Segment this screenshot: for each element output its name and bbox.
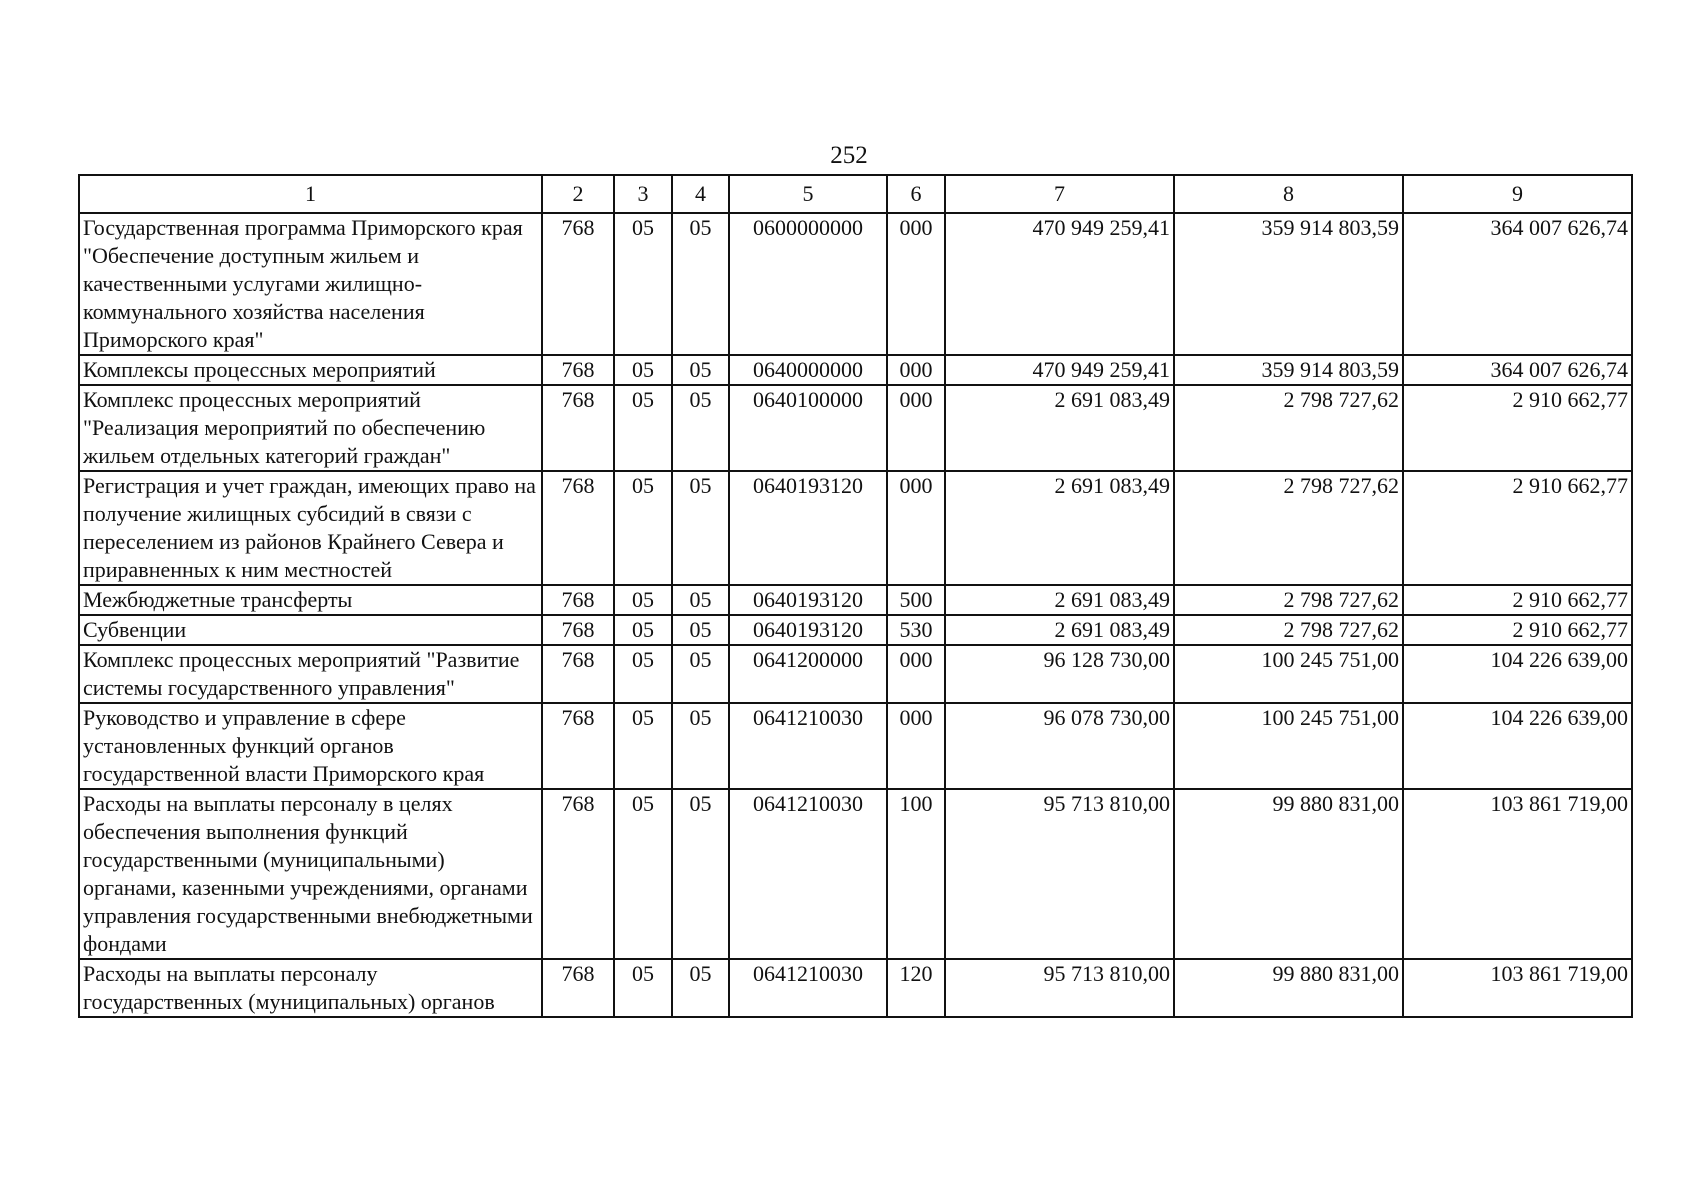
amount-col7-cell: 2 691 083,49 [945,471,1174,585]
amount-col8-cell: 2 798 727,62 [1174,585,1403,615]
item-name-cell: Государственная программа Приморского края "Обеспечение доступным жильем и качественными услугами жилищно-коммунального хозяйства населения Приморского края" [79,213,542,355]
ministry-code-cell: 768 [542,355,614,385]
expense-type-cell: 500 [887,585,945,615]
subsection-code-cell: 05 [672,789,729,959]
expense-type-cell: 000 [887,385,945,471]
subsection-code-cell: 05 [672,385,729,471]
amount-col8-cell: 99 880 831,00 [1174,959,1403,1017]
table-row [79,355,1632,385]
target-article-cell: 0640100000 [729,385,887,471]
item-name-cell: Комплексы процессных мероприятий [79,355,542,385]
amount-col7-cell: 470 949 259,41 [945,213,1174,355]
ministry-code-cell: 768 [542,585,614,615]
amount-col9-cell: 103 861 719,00 [1403,789,1632,959]
header-row [79,175,1632,213]
amount-col9-cell: 103 861 719,00 [1403,959,1632,1017]
column-header: 4 [672,175,729,213]
amount-col7-cell: 470 949 259,41 [945,355,1174,385]
target-article-cell: 0641210030 [729,959,887,1017]
subsection-code-cell: 05 [672,213,729,355]
amount-col9-cell: 2 910 662,77 [1403,585,1632,615]
subsection-code-cell: 05 [672,959,729,1017]
amount-col9-cell: 2 910 662,77 [1403,471,1632,585]
item-name-cell: Межбюджетные трансферты [79,585,542,615]
expense-type-cell: 100 [887,789,945,959]
amount-col7-cell: 2 691 083,49 [945,615,1174,645]
table-row [79,585,1632,615]
expense-type-cell: 530 [887,615,945,645]
column-header: 6 [887,175,945,213]
target-article-cell: 0641210030 [729,703,887,789]
ministry-code-cell: 768 [542,471,614,585]
ministry-code-cell: 768 [542,213,614,355]
amount-col8-cell: 100 245 751,00 [1174,645,1403,703]
section-code-cell: 05 [614,645,672,703]
subsection-code-cell: 05 [672,471,729,585]
subsection-code-cell: 05 [672,615,729,645]
ministry-code-cell: 768 [542,385,614,471]
table-row [79,789,1632,959]
amount-col8-cell: 2 798 727,62 [1174,615,1403,645]
item-name-cell: Расходы на выплаты персоналу в целях обеспечения выполнения функций государственными (муниципальными) органами, казенными учреждениями, органами управления государственными внебюджетными фондами [79,789,542,959]
ministry-code-cell: 768 [542,959,614,1017]
amount-col7-cell: 96 078 730,00 [945,703,1174,789]
column-header: 8 [1174,175,1403,213]
expense-type-cell: 000 [887,645,945,703]
amount-col8-cell: 2 798 727,62 [1174,385,1403,471]
target-article-cell: 0640000000 [729,355,887,385]
amount-col7-cell: 96 128 730,00 [945,645,1174,703]
target-article-cell: 0640193120 [729,471,887,585]
amount-col8-cell: 359 914 803,59 [1174,355,1403,385]
expense-type-cell: 120 [887,959,945,1017]
expense-type-cell: 000 [887,213,945,355]
amount-col9-cell: 364 007 626,74 [1403,355,1632,385]
ministry-code-cell: 768 [542,615,614,645]
column-header: 7 [945,175,1174,213]
table-row [79,385,1632,471]
section-code-cell: 05 [614,355,672,385]
column-header: 2 [542,175,614,213]
table-row [79,645,1632,703]
expense-type-cell: 000 [887,471,945,585]
item-name-cell: Субвенции [79,615,542,645]
amount-col8-cell: 2 798 727,62 [1174,471,1403,585]
target-article-cell: 0600000000 [729,213,887,355]
amount-col9-cell: 2 910 662,77 [1403,615,1632,645]
column-header: 3 [614,175,672,213]
section-code-cell: 05 [614,615,672,645]
subsection-code-cell: 05 [672,585,729,615]
section-code-cell: 05 [614,585,672,615]
target-article-cell: 0641210030 [729,789,887,959]
expense-type-cell: 000 [887,355,945,385]
amount-col7-cell: 2 691 083,49 [945,585,1174,615]
amount-col8-cell: 100 245 751,00 [1174,703,1403,789]
target-article-cell: 0641200000 [729,645,887,703]
target-article-cell: 0640193120 [729,615,887,645]
amount-col8-cell: 99 880 831,00 [1174,789,1403,959]
amount-col9-cell: 2 910 662,77 [1403,385,1632,471]
amount-col9-cell: 104 226 639,00 [1403,703,1632,789]
section-code-cell: 05 [614,703,672,789]
target-article-cell: 0640193120 [729,585,887,615]
expense-type-cell: 000 [887,703,945,789]
amount-col9-cell: 364 007 626,74 [1403,213,1632,355]
table-row [79,703,1632,789]
table-row [79,471,1632,585]
ministry-code-cell: 768 [542,703,614,789]
subsection-code-cell: 05 [672,355,729,385]
section-code-cell: 05 [614,385,672,471]
table-body [79,213,1632,1017]
amount-col7-cell: 95 713 810,00 [945,789,1174,959]
table-row [79,615,1632,645]
item-name-cell: Руководство и управление в сфере установленных функций органов государственной власти Приморского края [79,703,542,789]
section-code-cell: 05 [614,213,672,355]
section-code-cell: 05 [614,959,672,1017]
subsection-code-cell: 05 [672,645,729,703]
column-header: 5 [729,175,887,213]
section-code-cell: 05 [614,789,672,959]
table-row [79,213,1632,355]
table-row [79,959,1632,1017]
ministry-code-cell: 768 [542,789,614,959]
column-header: 9 [1403,175,1632,213]
item-name-cell: Комплекс процессных мероприятий "Развитие системы государственного управления" [79,645,542,703]
page-number: 252 [830,142,868,169]
amount-col8-cell: 359 914 803,59 [1174,213,1403,355]
amount-col7-cell: 95 713 810,00 [945,959,1174,1017]
item-name-cell: Расходы на выплаты персоналу государственных (муниципальных) органов [79,959,542,1017]
item-name-cell: Регистрация и учет граждан, имеющих право на получение жилищных субсидий в связи с переселением из районов Крайнего Севера и приравненных к ним местностей [79,471,542,585]
ministry-code-cell: 768 [542,645,614,703]
subsection-code-cell: 05 [672,703,729,789]
amount-col7-cell: 2 691 083,49 [945,385,1174,471]
item-name-cell: Комплекс процессных мероприятий "Реализация мероприятий по обеспечению жильем отдельных категорий граждан" [79,385,542,471]
amount-col9-cell: 104 226 639,00 [1403,645,1632,703]
budget-table [78,174,1633,1018]
column-header: 1 [79,175,542,213]
section-code-cell: 05 [614,471,672,585]
